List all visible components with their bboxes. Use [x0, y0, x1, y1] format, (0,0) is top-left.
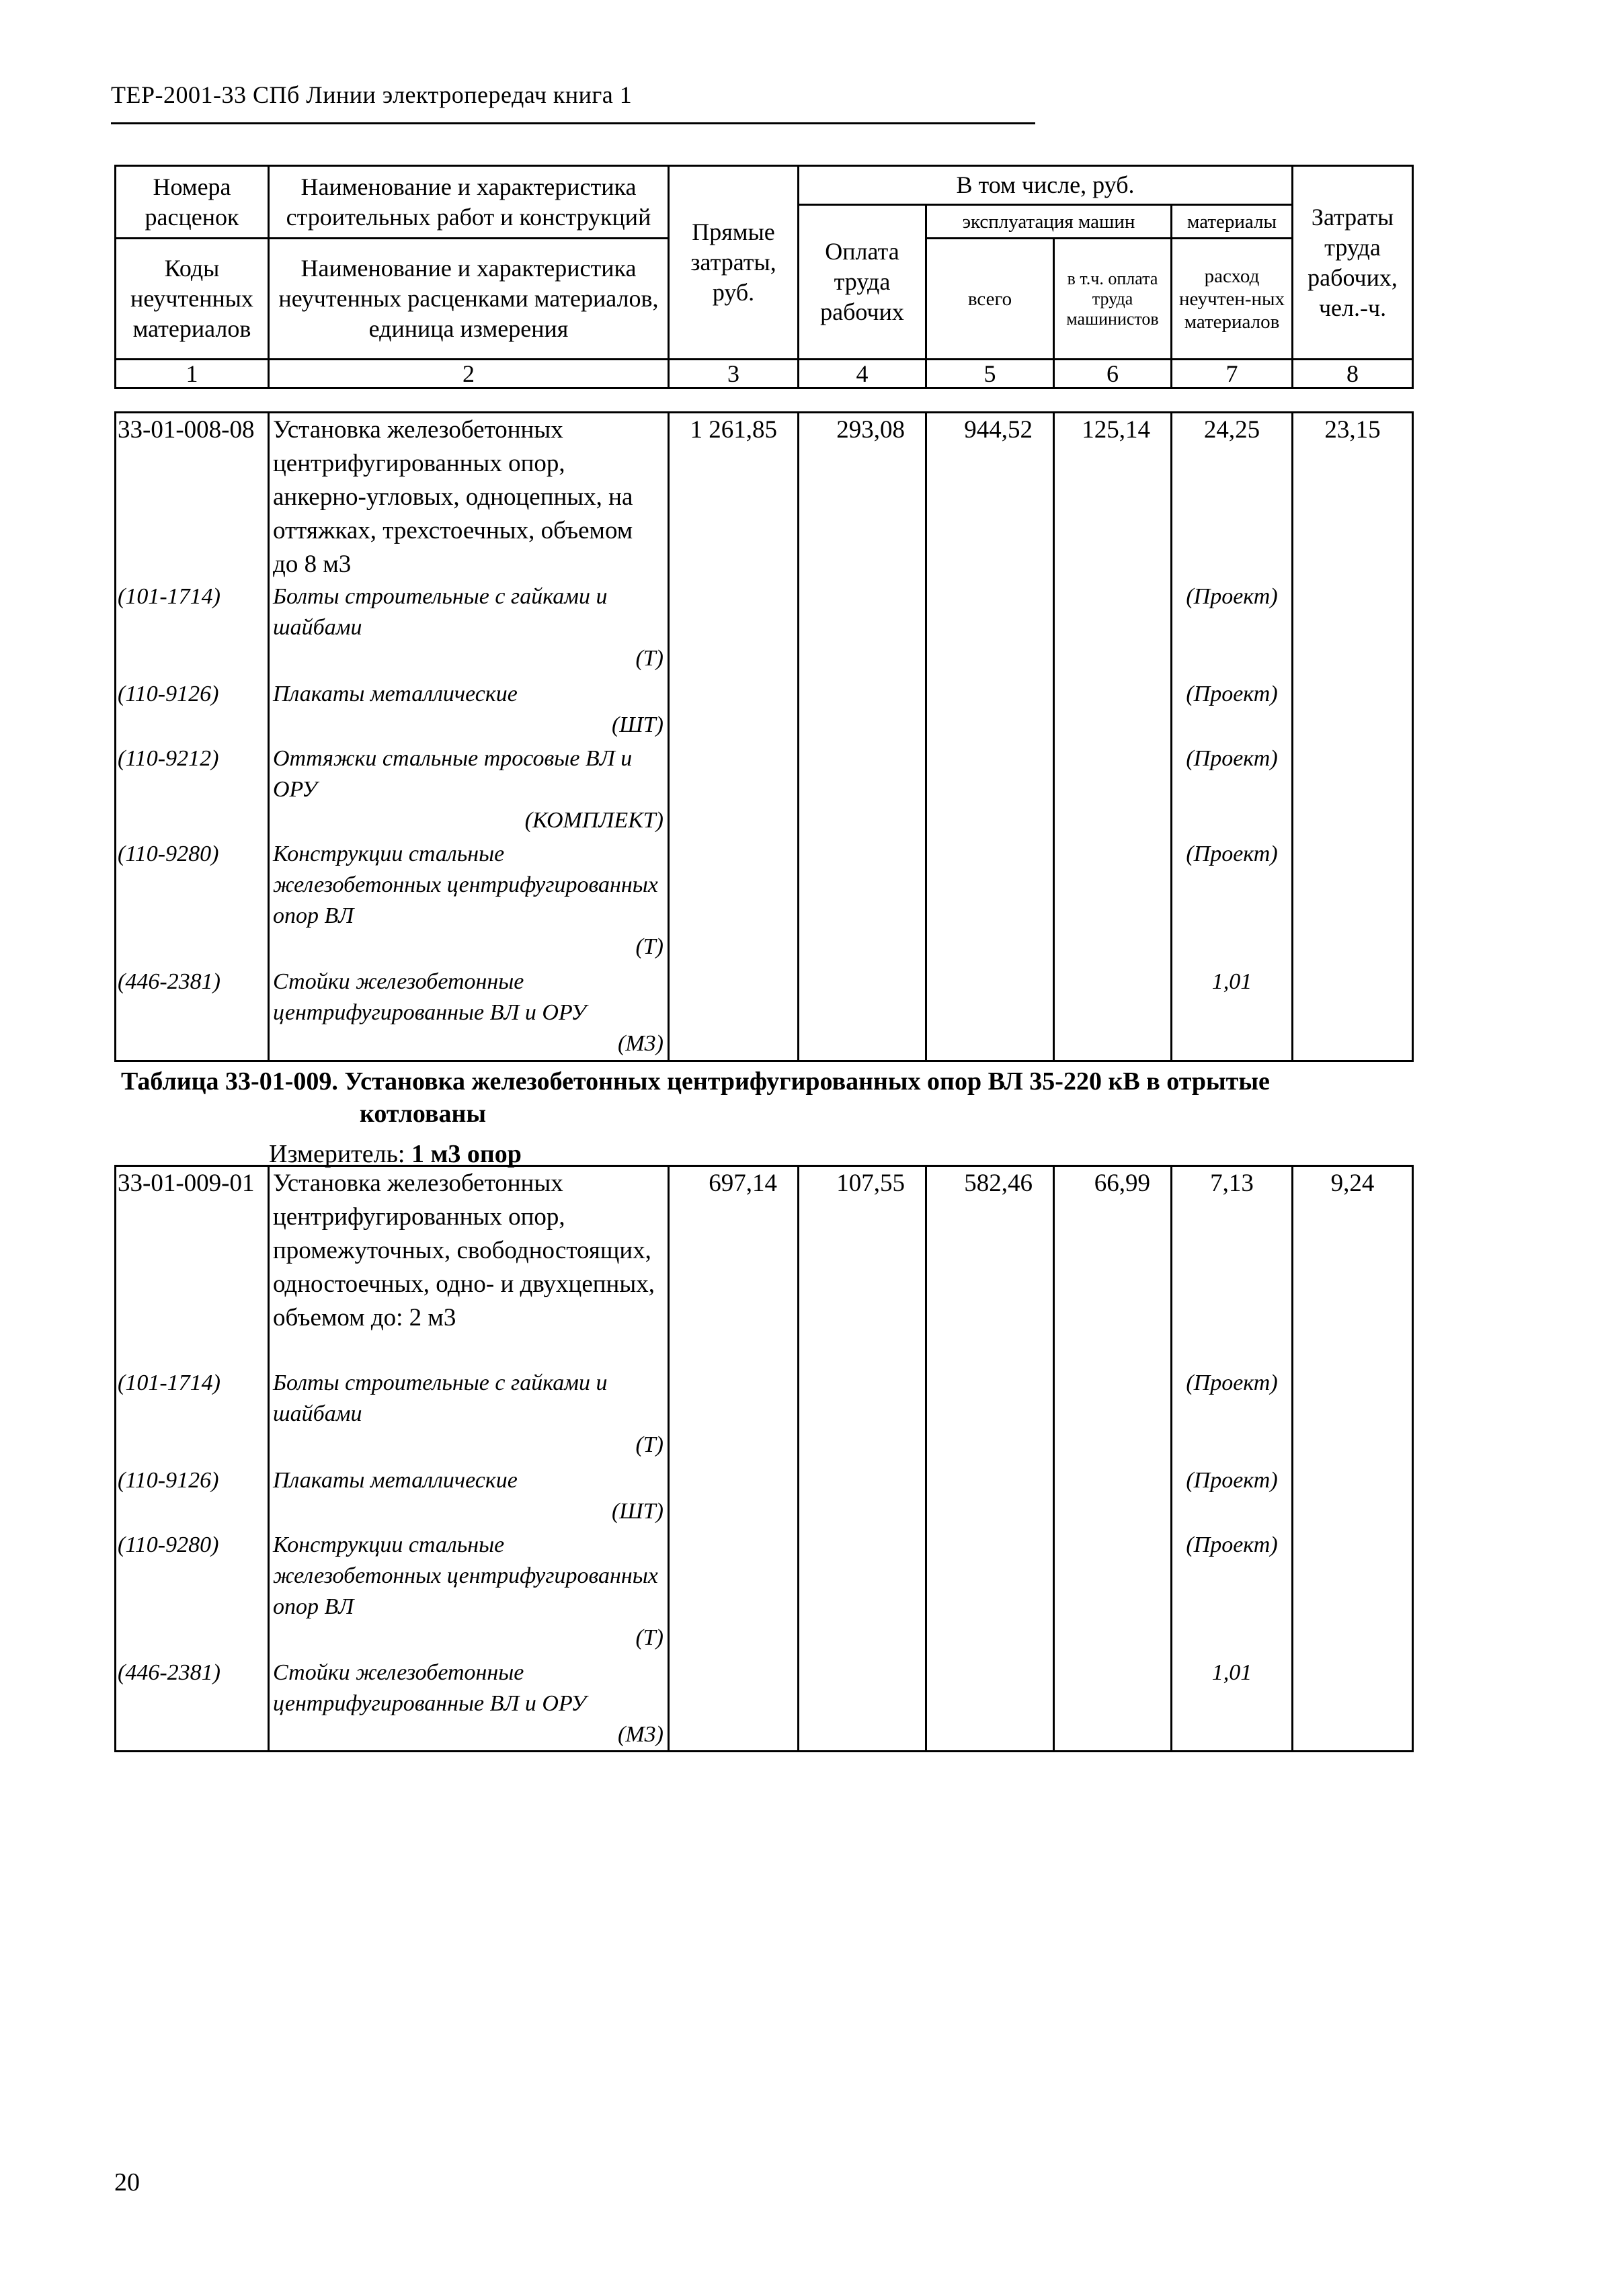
- header-col1-top: Номера расценок: [116, 166, 269, 239]
- header-col5: всего: [926, 239, 1054, 360]
- header-col7: расход неучтен-ных материалов: [1172, 239, 1293, 360]
- material-unit: (ШТ): [611, 712, 663, 737]
- material-unit: (КОМПЛЕКТ): [524, 808, 663, 833]
- material-value: (Проект): [1172, 679, 1293, 743]
- caption-line1: Таблица 33-01-009. Установка железобетонных центрифугированных опор ВЛ 35-220 кВ в отрытые: [121, 1067, 1270, 1096]
- material-code: (110-9280): [116, 1530, 269, 1657]
- column-header-table: [114, 165, 1414, 389]
- material-value: (Проект): [1172, 1368, 1293, 1465]
- material-value: 1,01: [1172, 1657, 1293, 1752]
- header-col3: Прямые затраты, руб.: [669, 166, 799, 360]
- measure-label: Измеритель:: [269, 1140, 405, 1168]
- material-value: (Проект): [1172, 581, 1293, 679]
- header-number: 3: [669, 360, 799, 388]
- running-head: ТЕР-2001-33 СПб Линии электропередач книга 1: [111, 81, 633, 108]
- material-name: Конструкции стальные железобетонных центрифугированных опор ВЛ: [273, 842, 658, 928]
- material-value: (Проект): [1172, 839, 1293, 967]
- material-name: Стойки железобетонные центрифугированные ВЛ и ОРУ: [273, 969, 587, 1025]
- material-value: (Проект): [1172, 743, 1293, 839]
- wages: 293,08: [799, 413, 926, 582]
- header-col1-bottom: Коды неучтенных материалов: [116, 239, 269, 360]
- materials-cost: 24,25: [1172, 413, 1293, 582]
- header-materials: материалы: [1172, 205, 1293, 239]
- header-col2-bottom: Наименование и характеристика неучтенных расценками материалов, единица измерения: [269, 239, 669, 360]
- material-code: (110-9212): [116, 743, 269, 839]
- material-code: (101-1714): [116, 581, 269, 679]
- rate-name: Установка железобетонных центрифугированных опор, анкерно-угловых, одноцепных, на оттяжках, трехстоечных, объемом до 8 м3: [269, 413, 669, 582]
- header-col2-top: Наименование и характеристика строительных работ и конструкций: [269, 166, 669, 239]
- labor-hours: 23,15: [1293, 413, 1413, 582]
- header-col4: Оплата труда рабочих: [799, 205, 926, 360]
- machinists-wages: 125,14: [1054, 413, 1172, 582]
- header-in-total: В том числе, руб.: [799, 166, 1293, 205]
- rate-code: 33-01-008-08: [116, 413, 269, 582]
- material-code: (110-9126): [116, 1465, 269, 1530]
- materials-cost: 7,13: [1172, 1166, 1293, 1368]
- material-name: Стойки железобетонные центрифугированные ВЛ и ОРУ: [273, 1659, 587, 1716]
- header-number: 4: [799, 360, 926, 388]
- material-unit: (Т): [635, 1625, 663, 1650]
- material-code: (110-9280): [116, 839, 269, 967]
- material-unit: (Т): [635, 1432, 663, 1457]
- material-unit: (М3): [618, 1031, 663, 1056]
- header-machines: эксплуатация машин: [926, 205, 1172, 239]
- material-name: Конструкции стальные железобетонных центрифугированных опор ВЛ: [273, 1532, 658, 1619]
- material-unit: (Т): [635, 934, 663, 959]
- material-value: (Проект): [1172, 1465, 1293, 1530]
- material-code: (446-2381): [116, 967, 269, 1061]
- rate-code: 33-01-009-01: [116, 1166, 269, 1368]
- header-number: 1: [116, 360, 269, 388]
- page-number: 20: [114, 2168, 140, 2197]
- header-number: 6: [1054, 360, 1172, 388]
- material-name: Болты строительные с гайками и шайбами: [273, 1370, 608, 1426]
- machines-total: 944,52: [926, 413, 1054, 582]
- wages: 107,55: [799, 1166, 926, 1368]
- labor-hours: 9,24: [1293, 1166, 1413, 1368]
- rate-table-1: [114, 411, 1414, 1062]
- rate-name: Установка железобетонных центрифугированных опор, промежуточных, свободностоящих, одностоечных, одно- и двухцепных, объемом до: 2 м3: [269, 1166, 669, 1368]
- material-code: (446-2381): [116, 1657, 269, 1752]
- header-col8: Затраты труда рабочих, чел.-ч.: [1293, 166, 1413, 360]
- caption-line2: котлованы: [360, 1100, 487, 1128]
- rate-table-2: [114, 1165, 1414, 1752]
- material-unit: (М3): [618, 1721, 663, 1747]
- header-number: 7: [1172, 360, 1293, 388]
- header-rule: [111, 122, 1035, 124]
- machines-total: 582,46: [926, 1166, 1054, 1368]
- material-name: Болты строительные с гайками и шайбами: [273, 584, 608, 640]
- measure-value: 1 м3 опор: [411, 1140, 522, 1168]
- material-name: Плакаты металлические: [273, 1467, 518, 1493]
- machinists-wages: 66,99: [1054, 1166, 1172, 1368]
- header-number: 2: [269, 360, 669, 388]
- direct-costs: 1 261,85: [669, 413, 799, 582]
- material-value: 1,01: [1172, 967, 1293, 1061]
- material-value: (Проект): [1172, 1530, 1293, 1657]
- material-unit: (ШТ): [611, 1498, 663, 1524]
- material-code: (101-1714): [116, 1368, 269, 1465]
- material-name: Плакаты металлические: [273, 682, 518, 706]
- header-number: 5: [926, 360, 1054, 388]
- direct-costs: 697,14: [669, 1166, 799, 1368]
- material-unit: (Т): [635, 646, 663, 671]
- table-caption: [121, 1065, 1398, 1130]
- header-number: 8: [1293, 360, 1413, 388]
- material-code: (110-9126): [116, 679, 269, 743]
- material-name: Оттяжки стальные тросовые ВЛ и ОРУ: [273, 746, 633, 802]
- header-col6: в т.ч. оплата труда машинистов: [1054, 239, 1172, 360]
